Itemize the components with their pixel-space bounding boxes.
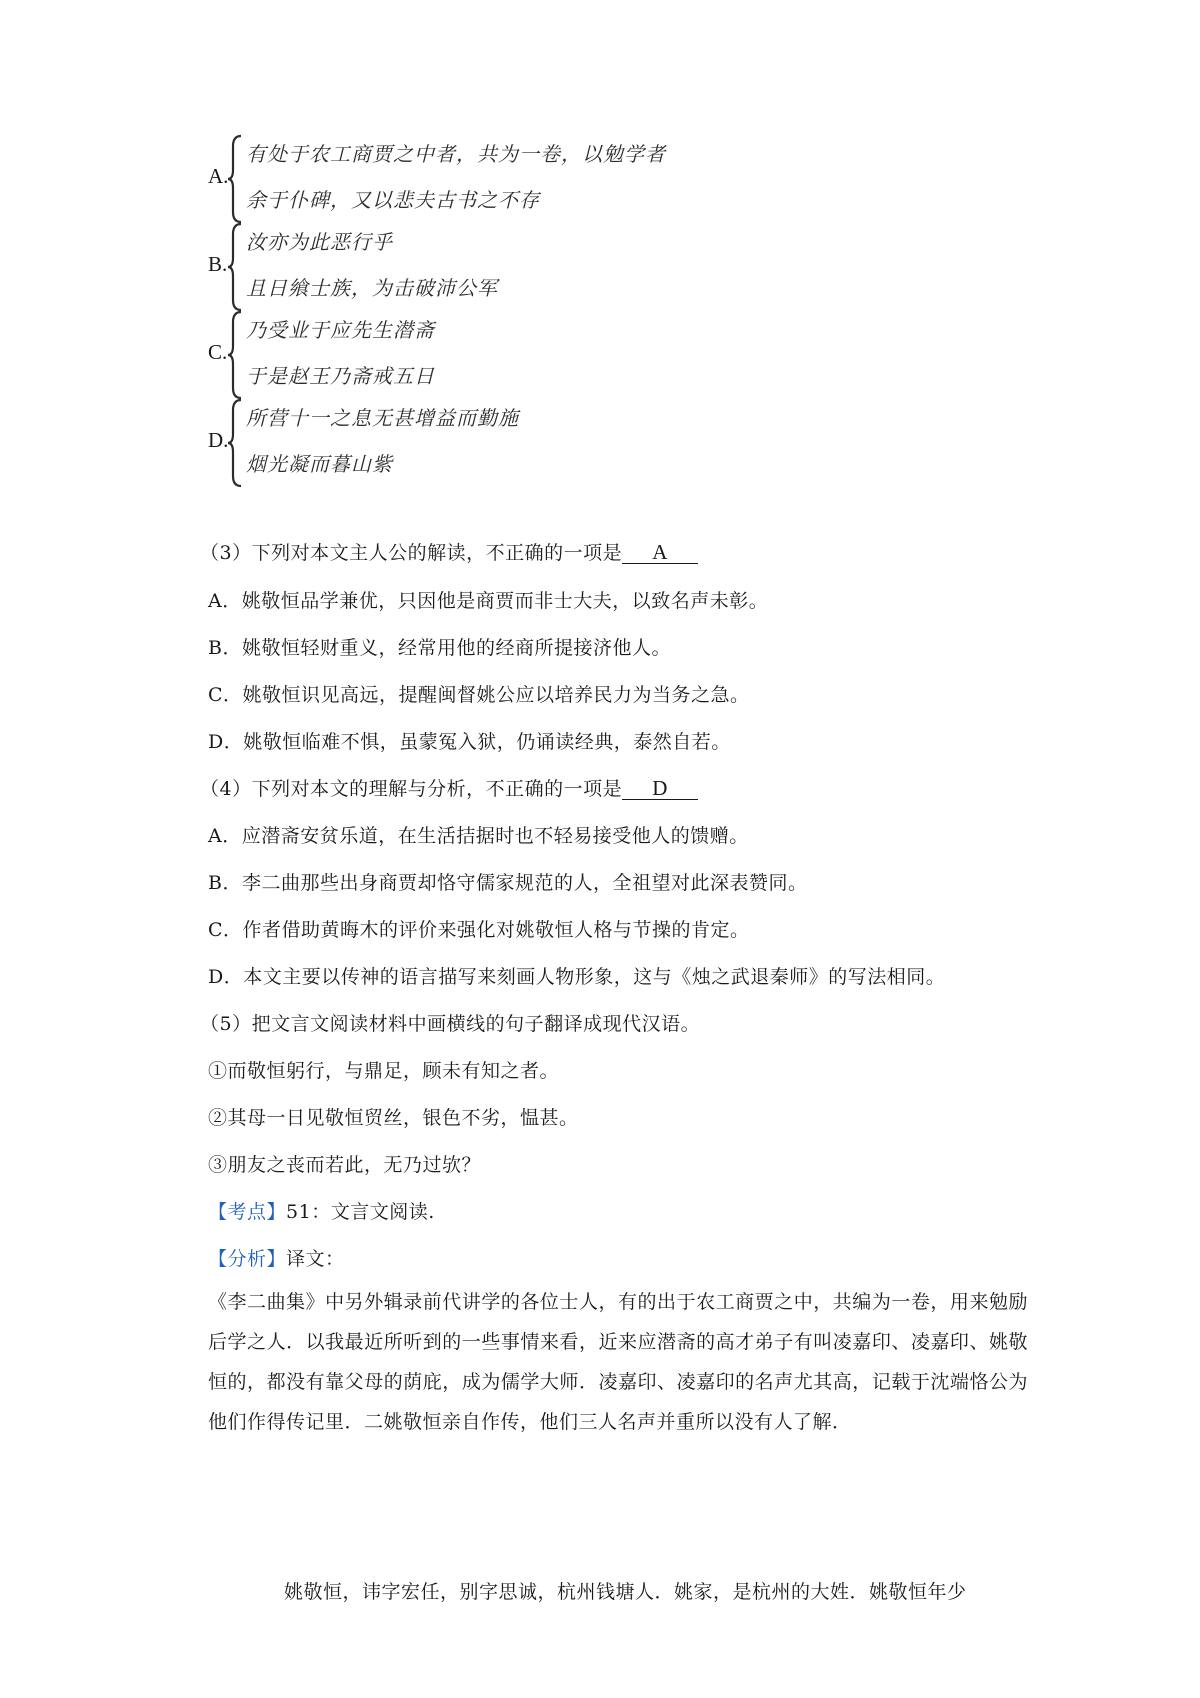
- choice-sentence-2: 烟光凝而暮山紫: [246, 452, 393, 476]
- choice-b: [208, 222, 728, 312]
- q3-option-c: C．姚敬恒识见高远，提醒闽督姚公应以培养民力为当务之急。: [208, 684, 750, 706]
- q4-option-d: D．本文主要以传神的语言描写来刻画人物形象，这与《烛之武退秦师》的写法相同。: [208, 966, 946, 988]
- question-5: （5）把文言文阅读材料中画横线的句子翻译成现代汉语。: [200, 1013, 701, 1035]
- kaodian-line: [208, 1197, 435, 1224]
- q5-item-1: ①而敬恒躬行，与鼎足，顾未有知之者。: [208, 1060, 560, 1082]
- choice-sentence-2: 且日飨士族，为击破沛公军: [246, 276, 498, 300]
- choice-letter: B.: [208, 252, 228, 276]
- kaodian-text: 51：文言文阅读.: [286, 1201, 435, 1223]
- answer-blank: A: [622, 541, 698, 564]
- kaodian-tag: 【考点】: [208, 1201, 287, 1223]
- q4-option-a: A．应潜斋安贫乐道，在生活拮据时也不轻易接受他人的馈赠。: [208, 825, 749, 847]
- choice-sentence-1: 有处于农工商贾之中者，共为一卷，以勉学者: [246, 142, 666, 166]
- choice-sentence-2: 于是赵王乃斋戒五日: [246, 364, 435, 388]
- choice-letter: C.: [208, 340, 228, 364]
- left-brace-icon: [227, 398, 243, 488]
- left-brace-icon: [227, 310, 243, 400]
- choice-letter: A.: [208, 164, 229, 188]
- fenxi-tag: 【分析】: [208, 1248, 287, 1270]
- q5-item-3: ③朋友之丧而若此，无乃过欤？: [208, 1154, 482, 1176]
- translation-paragraph-1: 《李二曲集》中另外辑录前代讲学的各位士人，有的出于农工商贾之中，共编为一卷，用来勉励后学之人．以我最近所听到的一些事情来看，近来应潜斋的高才弟子有叫凌嘉印、凌嘉印、姚敬恒的，都没有靠父母的荫庇，成为儒学大师．凌嘉印、凌嘉印的名声尤其高，记载于沈端恪公为他们作得传记里．二姚敬恒亲自作传，他们三人名声并重所以没有人了解．: [208, 1291, 1028, 1433]
- choice-sentence-1: 乃受业于应先生潜斋: [246, 318, 435, 342]
- question-stem: （4）下列对本文的理解与分析，不正确的一项是: [200, 778, 623, 800]
- fenxi-text: 译文：: [286, 1248, 345, 1270]
- choice-c: [208, 310, 728, 400]
- choice-letter: D.: [208, 428, 229, 452]
- question-stem: （3）下列对本文主人公的解读，不正确的一项是: [200, 542, 623, 564]
- choice-sentence-1: 所营十一之息无甚增益而勤施: [246, 406, 519, 430]
- choice-d: [208, 398, 728, 488]
- q4-option-b: B．李二曲那些出身商贾却恪守儒家规范的人，全祖望对此深表赞同。: [208, 872, 808, 894]
- question-4: [200, 774, 698, 801]
- choice-sentence-2: 余于仆碑，又以悲夫古书之不存: [246, 188, 540, 212]
- q3-option-a: A．姚敬恒品学兼优，只因他是商贾而非士大夫，以致名声未彰。: [208, 590, 769, 612]
- choice-sentence-1: 汝亦为此恶行乎: [246, 230, 393, 254]
- q3-option-d: D．姚敬恒临难不惧，虽蒙冤入狱，仍诵读经典，泰然自若。: [208, 731, 731, 753]
- q5-item-2: ②其母一日见敬恒贸丝，银色不劣，愠甚。: [208, 1107, 579, 1129]
- q4-option-c: C．作者借助黄晦木的评价来强化对姚敬恒人格与节操的肯定。: [208, 919, 750, 941]
- question-3: [200, 538, 698, 565]
- answer-blank: D: [622, 777, 698, 800]
- fenxi-line: [208, 1244, 345, 1271]
- left-brace-icon: [227, 222, 243, 312]
- choice-a: [208, 134, 728, 224]
- left-brace-icon: [227, 134, 243, 224]
- q3-option-b: B．姚敬恒轻财重义，经常用他的经商所提接济他人。: [208, 637, 671, 659]
- translation-paragraph-2: 姚敬恒，讳字宏任，别字思诚，杭州钱塘人．姚家，是杭州的大姓．姚敬恒年少: [284, 1581, 967, 1603]
